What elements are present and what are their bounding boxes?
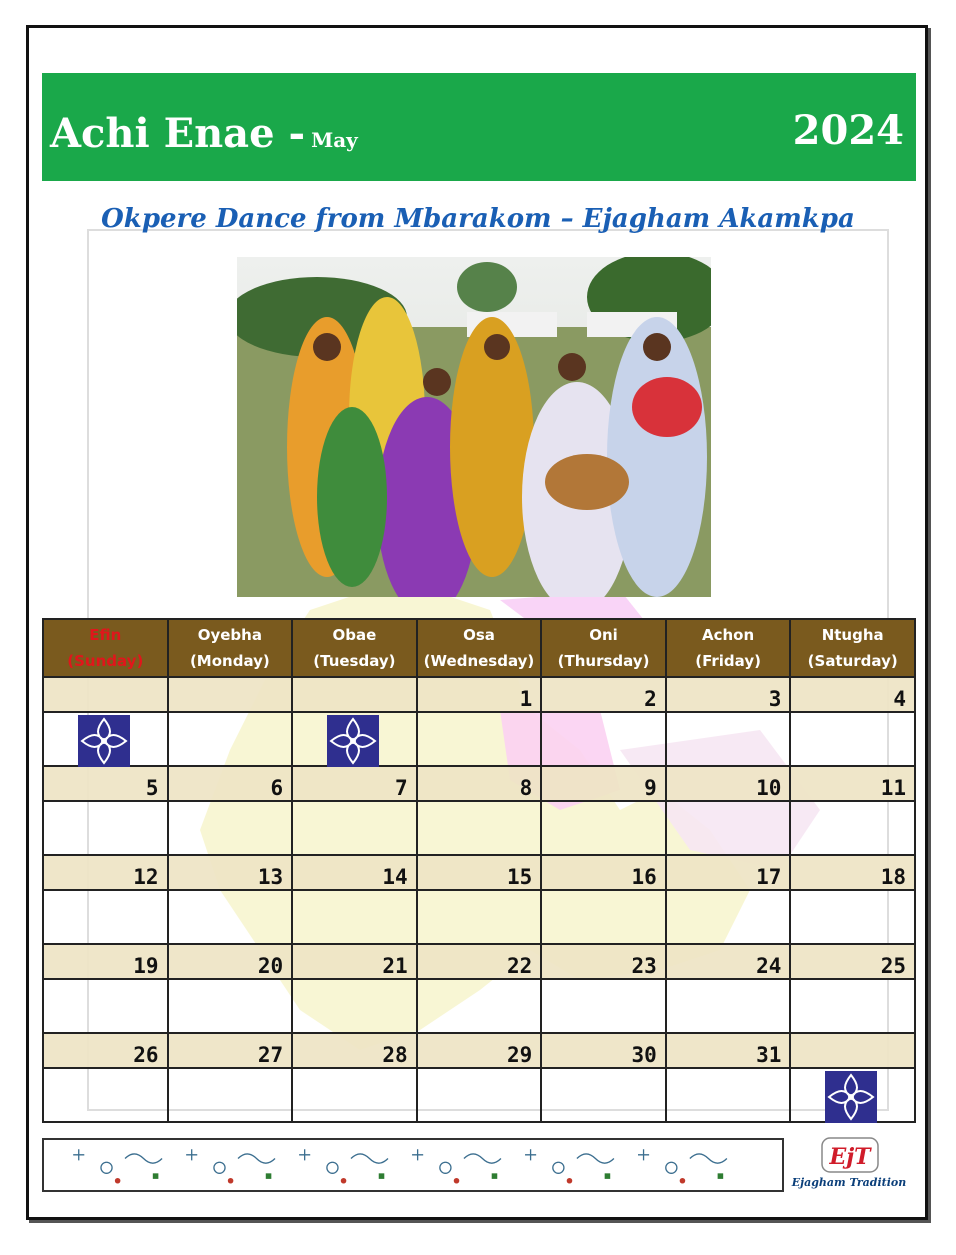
date-cell [790,1033,915,1068]
note-row [43,890,915,944]
note-cell [666,979,791,1033]
date-cell: 25 [790,944,915,979]
note-row [43,801,915,855]
weekday-name: Oni [589,626,618,644]
weekday-english: (Sunday) [67,652,144,670]
note-cell [43,979,168,1033]
note-cell [292,890,417,944]
date-cell: 29 [417,1033,542,1068]
note-cell [790,712,915,766]
weekday-english: (Wednesday) [423,652,535,670]
note-cell [790,890,915,944]
date-cell: 6 [168,766,293,801]
note-cell [790,1068,915,1122]
note-cell [43,801,168,855]
date-cell: 18 [790,855,915,890]
logo-mark-text: EjT [829,1144,871,1170]
date-cell [168,677,293,712]
date-cell: 2 [541,677,666,712]
note-cell [790,979,915,1033]
date-cell: 20 [168,944,293,979]
note-cell [666,1068,791,1122]
note-cell [417,979,542,1033]
title-text: Achi Enae - [50,110,306,157]
year-label: 2024 [792,107,904,154]
date-cell: 10 [666,766,791,801]
nsibidi-symbol-icon [78,715,130,767]
note-cell [168,1068,293,1122]
weekday-english: (Saturday) [807,652,898,670]
date-cell: 16 [541,855,666,890]
note-cell [168,712,293,766]
note-cell [168,890,293,944]
note-row [43,979,915,1033]
note-cell [666,890,791,944]
date-row [43,766,915,801]
note-cell [666,801,791,855]
weekday-name: Achon [702,626,755,644]
date-cell [43,677,168,712]
note-row [43,1068,915,1122]
weekday-header [666,619,791,677]
date-cell: 17 [666,855,791,890]
note-cell [541,712,666,766]
date-cell: 28 [292,1033,417,1068]
date-cell: 13 [168,855,293,890]
weekday-header [790,619,915,677]
weekday-english: (Tuesday) [313,652,396,670]
date-row [43,1033,915,1068]
weekday-name: Oyebha [197,626,262,644]
date-cell: 15 [417,855,542,890]
calendar-title [50,110,358,157]
weekday-name: Ntugha [821,626,884,644]
note-cell [541,801,666,855]
logo-mark-icon [792,1136,910,1176]
note-cell [417,801,542,855]
note-cell [417,712,542,766]
note-cell [43,1068,168,1122]
date-cell: 1 [417,677,542,712]
note-cell [43,890,168,944]
weekday-header [417,619,542,677]
weekday-header [43,619,168,677]
date-cell: 24 [666,944,791,979]
logo-caption: Ejagham Tradition [791,1176,907,1189]
weekday-header [541,619,666,677]
date-row [43,855,915,890]
note-cell [666,712,791,766]
date-cell: 26 [43,1033,168,1068]
photo-caption: Okpere Dance from Mbarakom – Ejagham Akamkpa [101,204,855,234]
date-cell: 3 [666,677,791,712]
date-cell: 14 [292,855,417,890]
date-cell: 9 [541,766,666,801]
date-cell: 19 [43,944,168,979]
weekday-header-row [43,619,915,677]
note-cell [292,979,417,1033]
weekday-name: Osa [463,626,495,644]
note-cell [292,801,417,855]
date-cell: 4 [790,677,915,712]
dance-photo [237,257,711,597]
weekday-english: (Monday) [189,652,270,670]
note-cell [43,712,168,766]
date-cell [292,677,417,712]
date-cell: 7 [292,766,417,801]
weekday-english: (Thursday) [557,652,650,670]
nsibidi-symbol-icon [327,715,379,767]
weekday-english: (Friday) [695,652,761,670]
note-cell [168,801,293,855]
note-cell [168,979,293,1033]
weekday-name: Obae [332,626,377,644]
note-row [43,712,915,766]
note-cell [541,1068,666,1122]
date-row [43,944,915,979]
month-label: May [311,128,358,152]
date-cell: 23 [541,944,666,979]
note-cell [790,801,915,855]
date-cell: 30 [541,1033,666,1068]
weekday-header [168,619,293,677]
weekday-header [292,619,417,677]
note-cell [292,712,417,766]
note-cell [417,1068,542,1122]
date-cell: 21 [292,944,417,979]
note-cell [541,979,666,1033]
note-cell [417,890,542,944]
note-cell [541,890,666,944]
weekday-name: Efin [89,626,122,644]
note-cell [292,1068,417,1122]
nsibidi-symbol-icon [825,1071,877,1123]
date-cell: 31 [666,1033,791,1068]
date-cell: 5 [43,766,168,801]
calendar-table [42,618,916,1123]
date-cell: 11 [790,766,915,801]
date-cell: 12 [43,855,168,890]
date-cell: 27 [168,1033,293,1068]
nsibidi-symbol-strip [42,1138,784,1192]
date-cell: 22 [417,944,542,979]
date-row [43,677,915,712]
date-cell: 8 [417,766,542,801]
